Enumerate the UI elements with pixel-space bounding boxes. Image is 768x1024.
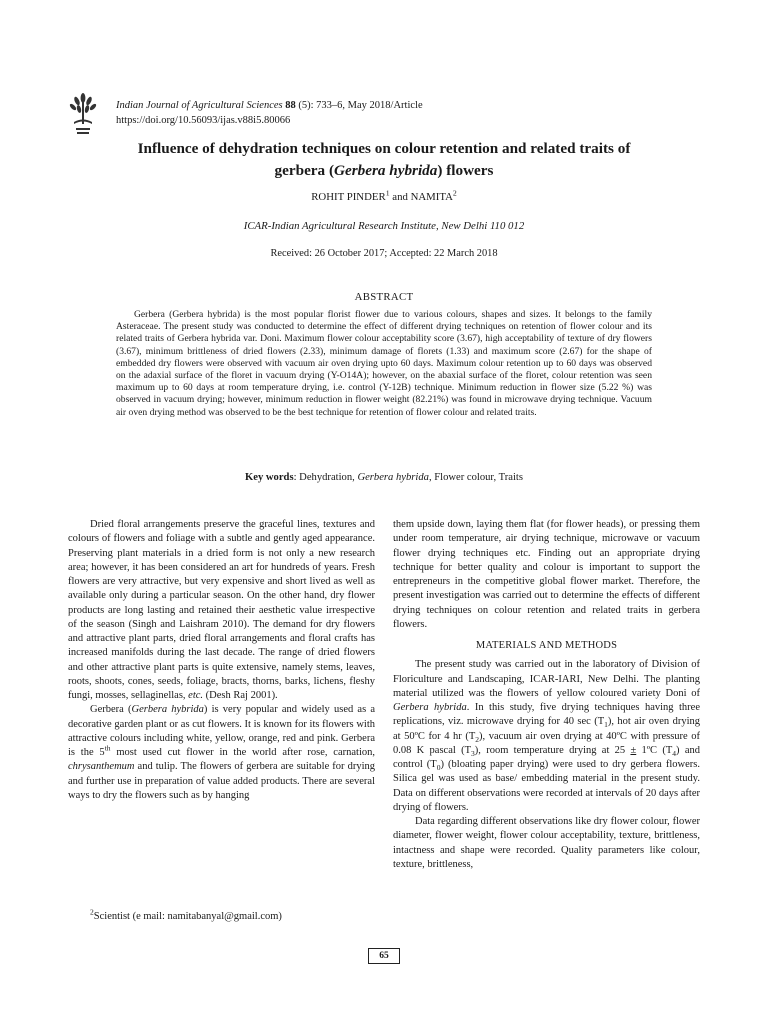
author-list	[0, 188, 768, 203]
title-line-1: Influence of dehydration techniques on colour retention and related traits of	[137, 140, 631, 157]
title-text: gerbera (	[274, 162, 334, 179]
intro-p2-d: and tulip. The flowers of gerbera are suitable for drying and further use in preparation of value added products. There are several ways to dry the flowers such as by hanging	[68, 761, 375, 801]
keyword-2: Gerbera hybrida	[357, 472, 429, 483]
m1-sub-4: 4	[672, 748, 677, 758]
keywords-label: Key words	[245, 472, 294, 483]
author-separator: and	[389, 191, 411, 203]
intro-paragraph-continued: them upside down, laying them flat (for flower heads), or pressing them under room temperature, air drying technique, microwave or vacuum flower drying techniques etc. Finding out an appropriate drying technique for better quality and colour is important to support the entrepreneurs in the competitive global flower market. Therefore, the present investigation was carried out to determine the effects of different drying techniques on colour retention and related traits in gerbera flowers.	[393, 519, 700, 630]
footnote	[90, 907, 282, 922]
author-2: NAMITA	[410, 191, 453, 203]
author-1: ROHIT PINDER	[311, 191, 386, 203]
journal-volume: 88	[285, 100, 296, 111]
article-title	[70, 138, 698, 182]
footnote-text: Scientist (e mail: namitabanyal@gmail.com)	[93, 911, 282, 922]
m1-d: ), vacuum air oven drying at 40ºC with pressure of 0.08 K pascal (T	[393, 730, 700, 756]
m1-c: ), hot air oven drying at 50ºC for 4 hr (T	[393, 716, 700, 742]
keyword-3: , Flower colour, Traits	[428, 472, 523, 483]
keywords-sep: :	[293, 472, 300, 483]
m1-sub-2: 2	[475, 734, 480, 744]
keyword-1: Dehydration,	[299, 472, 358, 483]
title-line-2	[70, 160, 698, 182]
m1-a: The present study was carried out in the laboratory of Division of Floriculture and Landscaping, ICAR-IARI, New Delhi. The planting material utilized was the flowers of yellow coloured variety Doni of	[393, 659, 700, 699]
affiliation: ICAR-Indian Agricultural Research Institute, New Delhi 110 012	[243, 220, 525, 232]
doi-link[interactable]: https://doi.org/10.56093/ijas.v88i5.80066	[116, 115, 291, 126]
intro-p2-sup: th	[104, 743, 111, 753]
intro-p2-a: Gerbera (	[90, 704, 132, 716]
intro-p1-text: Dried floral arrangements preserve the graceful lines, textures and colours of flowers and foliage with a subtle and gently aged appearance. Preserving plant materials in a dried form is not only a new research area; however, it has been considered an art for hundreds of years. Fresh flowers are very attractive, but very expensive and short lived as well as available only during a particular season. On the other hand, dry flower products are long lasting and retained their aesthetic value irrespective of the season (Singh and Laishram 2010). The demand for dry flowers and attractive plant parts, dried floral arrangements and floral crafts has increased manifolds during the last decade. The range of dried flowers and other attractive plant parts is quite extensive, namely stems, leaves, roots, shoots, cones, seeds, foliage, bracts, thorns, barks, lichens, fleshy fungi, mosses, sellaginellas,	[68, 519, 375, 701]
page-number: 65	[368, 948, 400, 964]
m1-g: ) and control (T	[393, 744, 700, 770]
m1-e: ), room temperature drying at 25	[474, 744, 631, 756]
right-column	[393, 518, 700, 872]
keywords	[0, 472, 768, 483]
intro-p2-b: ) is very popular and widely used as a decorative garden plant or as cut flowers. It is known for its flowers with attractive colours including white, yellow, orange, red and pink. Gerbera is the 5	[68, 704, 375, 758]
m1-species: Gerbera hybrida	[393, 702, 467, 713]
intro-p2-c: most used cut flower in the world after rose, carnation,	[110, 747, 375, 758]
m1-f: 1ºC (T	[636, 744, 673, 756]
title-text-end: ) flowers	[437, 162, 494, 179]
author-1-affil-mark: 1	[385, 188, 390, 198]
methods-paragraph-1	[393, 658, 700, 815]
journal-citation	[116, 98, 423, 113]
intro-p2-chrys: chrysanthemum	[68, 761, 135, 773]
icar-logo-icon	[68, 92, 98, 136]
methods-paragraph-2: Data regarding different observations like dry flower colour, flower diameter, flower weight, flower colour acceptability, texture, brittleness, intactness and shape were recorded. Quality parameters like colour, texture, brittleness,	[393, 816, 700, 870]
m1-sub-1: 1	[604, 720, 608, 730]
m1-sub-3: 3	[471, 748, 475, 758]
author-2-affil-mark: 2	[452, 188, 457, 198]
abstract-heading: ABSTRACT	[354, 291, 414, 303]
m1-h: ) (bloating paper drying) were used to dry gerbera flowers. Silica gel was used as base/ embedding material in the present study. Data on different observations were recorded at intervals of 20 days after drying of flowers.	[393, 759, 700, 813]
title-species: Gerbera hybrida	[334, 162, 438, 179]
intro-paragraph-1	[68, 518, 375, 703]
intro-p1-etc: etc.	[188, 690, 204, 701]
journal-header	[116, 98, 423, 128]
received-accepted-dates: Received: 26 October 2017; Accepted: 22 March 2018	[270, 248, 498, 259]
section-heading-materials-methods: MATERIALS AND METHODS	[475, 640, 618, 651]
m1-sub-0: 0	[436, 763, 441, 773]
journal-issue-pages: (5): 733–6, May 2018/Article	[295, 100, 423, 111]
intro-p2-species: Gerbera hybrida	[131, 704, 204, 716]
journal-name: Indian Journal of Agricultural Sciences	[116, 100, 283, 111]
intro-paragraph-2	[68, 703, 375, 803]
abstract-text: Gerbera (Gerbera hybrida) is the most popular florist flower due to various colours, shapes and sizes. It belongs to the family Asteraceae. The present study was conducted to determine the effect of different drying techniques on retention of flower colour and its related traits of Gerbera hybrida var. Doni. Maximum flower colour acceptability score (3.67), high acceptability of texture of dry flowers (3.67), minimum brittleness of dried flowers (2.33), minimum damage of florets (1.33) and maximum score (2.67) for the shape of embedded dry flowers were observed with vacuum air oven drying upto 60 days. Maximum colour retention up to 60 days was observed on the adaxial surface of the floret in vacuum drying (Y-O14A); however, on the abaxial surface of the floret, colour retention was seen maximum up to 60 days at room temperature drying, i.e. control (Y-12B) technique. Minimum reduction in flower size (5.22 %) was observed in vacuum drying; however, minimum reduction in flower weight (82.21%) was found in microwave drying technique. Vacuum air oven drying method was observed to be the best technique for retention of flower colour and related traits.	[116, 309, 652, 418]
m1-b: . In this study, five drying techniques having three replications, viz. microwave drying for 40 sec (T	[393, 702, 700, 728]
left-column	[68, 518, 375, 803]
footnote-mark: 2	[90, 907, 94, 917]
intro-p1-end: (Desh Raj 2001).	[203, 690, 278, 701]
m1-plus-minus: ±	[630, 744, 637, 756]
